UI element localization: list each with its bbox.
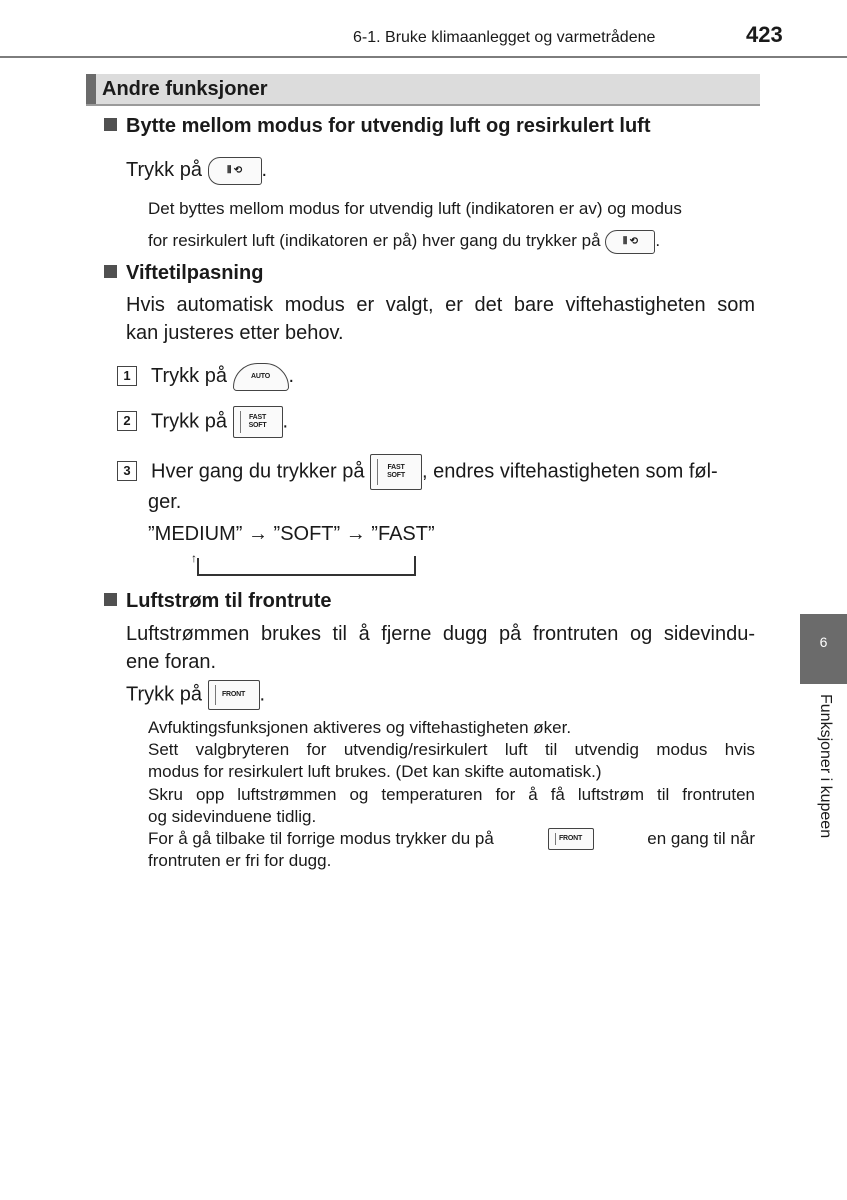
step-3-text-a: Hver gang du trykker på <box>151 460 365 483</box>
defroster-button-icon <box>208 680 260 710</box>
bullet-square-icon <box>104 265 117 278</box>
step-1-text: Trykk på <box>151 365 227 387</box>
fast-label: FAST <box>248 414 267 421</box>
defroster-inline-label: FRONT <box>558 835 583 842</box>
note-4-line2: frontruten er fri for dugg. <box>148 851 332 870</box>
note-3-line1: Skru opp luftstrømmen og temperaturen for å få luftstrøm til frontruten <box>148 785 755 804</box>
s3-press-text: Trykk på <box>126 683 202 706</box>
cycle-return-right <box>414 556 416 576</box>
step-2 <box>117 406 288 438</box>
s1-desc-period: . <box>655 231 661 250</box>
step-2-number: 2 <box>117 411 137 431</box>
note-3-line2: og sidevinduene tidlig. <box>148 807 317 826</box>
recirculation-button-icon <box>208 157 262 185</box>
s2-intro-line1: Hvis automatisk modus er valgt, er det bare viftehastigheten som <box>126 294 755 316</box>
page-number: 423 <box>746 22 783 47</box>
note-2-line2: modus for resirkulert luft brukes. (Det kan skifte automatisk.) <box>148 762 602 781</box>
step-3-text-c: ger. <box>148 491 182 513</box>
s1-desc-line1: Det byttes mellom modus for utvendig luft (indikatoren er av) og modus <box>148 199 682 218</box>
note-1: Avfuktingsfunksjonen aktiveres og viftehastigheten øker. <box>148 718 572 737</box>
heading-fan-text: Viftetilpasning <box>126 262 264 284</box>
s1-press-text: Trykk på <box>126 159 202 181</box>
fan-button-label <box>234 414 282 430</box>
section-bar <box>86 74 760 106</box>
s1-press-line <box>126 156 267 185</box>
bullet-square-icon <box>104 593 117 606</box>
step-3 <box>117 454 718 490</box>
heading-windshield <box>104 590 332 613</box>
note-4-line1 <box>148 828 755 850</box>
chapter-side-label-text: Funksjoner i kupeen <box>817 694 834 839</box>
step-2-period: . <box>282 410 289 433</box>
soft-inline-label: SOFT <box>387 472 405 479</box>
s1-desc-line2-text: for resirkulert luft (indikatoren er på) hver gang du trykker på <box>148 231 601 250</box>
header-title: 6-1. Bruke klimaanlegget og varmetrådene <box>353 29 656 46</box>
fan-cycle: ”MEDIUM” → ”SOFT” → ”FAST” <box>148 523 435 545</box>
note-2-line1: Sett valgbryteren for utvendig/resirkulert luft til utvendig modus hvis <box>148 740 755 759</box>
note-4-text-b: en gang til når <box>647 829 755 848</box>
step-1-period: . <box>288 365 295 387</box>
header-rule <box>0 56 847 58</box>
note-4-text-a: For å gå tilbake til forrige modus trykker du på <box>148 829 494 848</box>
step-3-number: 3 <box>117 461 137 481</box>
heading-windshield-text: Luftstrøm til frontrute <box>126 590 332 612</box>
fan-button-inline-label <box>371 464 421 480</box>
defroster-button-label: FRONT <box>221 691 246 698</box>
step-1 <box>117 362 294 391</box>
heading-fan <box>104 262 263 285</box>
auto-button-icon <box>233 363 289 391</box>
step-1-number: 1 <box>117 366 137 386</box>
s3-intro-line2: ene foran. <box>126 651 217 673</box>
s1-period: . <box>261 159 268 181</box>
cycle-return-line <box>198 574 416 576</box>
cycle-arrow-up-icon: ↑ <box>191 551 197 565</box>
s3-press-line <box>126 680 265 710</box>
recirculation-icon: ⦀ ⟲ <box>227 164 242 176</box>
s3-intro-line1: Luftstrømmen brukes til å fjerne dugg på frontruten og sidevindu- <box>126 623 755 645</box>
chapter-tab <box>800 614 847 684</box>
bullet-square-icon <box>104 118 117 131</box>
step-2-text: Trykk på <box>151 410 227 433</box>
section-title: Andre funksjoner <box>102 78 268 100</box>
s3-period: . <box>259 683 266 706</box>
fan-speed-button-icon <box>233 406 283 438</box>
chapter-side-label <box>816 694 836 864</box>
recirculation-button-inline-icon <box>605 230 655 254</box>
fast-inline-label: FAST <box>387 464 405 471</box>
s2-intro-line2: kan justeres etter behov. <box>126 322 344 344</box>
auto-button-label: AUTO <box>251 372 270 380</box>
step-3-text-b: , endres viftehastigheten som føl- <box>422 460 718 483</box>
soft-label: SOFT <box>248 422 267 429</box>
defroster-button-inline-icon <box>548 828 594 850</box>
section-bar-accent <box>86 74 96 104</box>
heading-recirculation-text: Bytte mellom modus for utvendig luft og resirkulert luft <box>126 115 651 137</box>
heading-recirculation <box>104 115 650 138</box>
chapter-tab-number: 6 <box>819 634 828 650</box>
cycle-return-left <box>197 558 199 576</box>
s1-desc-line2 <box>148 226 660 256</box>
recirculation-inline-icon: ⦀ ⟲ <box>622 235 638 247</box>
fan-speed-button-inline-icon <box>370 454 422 490</box>
